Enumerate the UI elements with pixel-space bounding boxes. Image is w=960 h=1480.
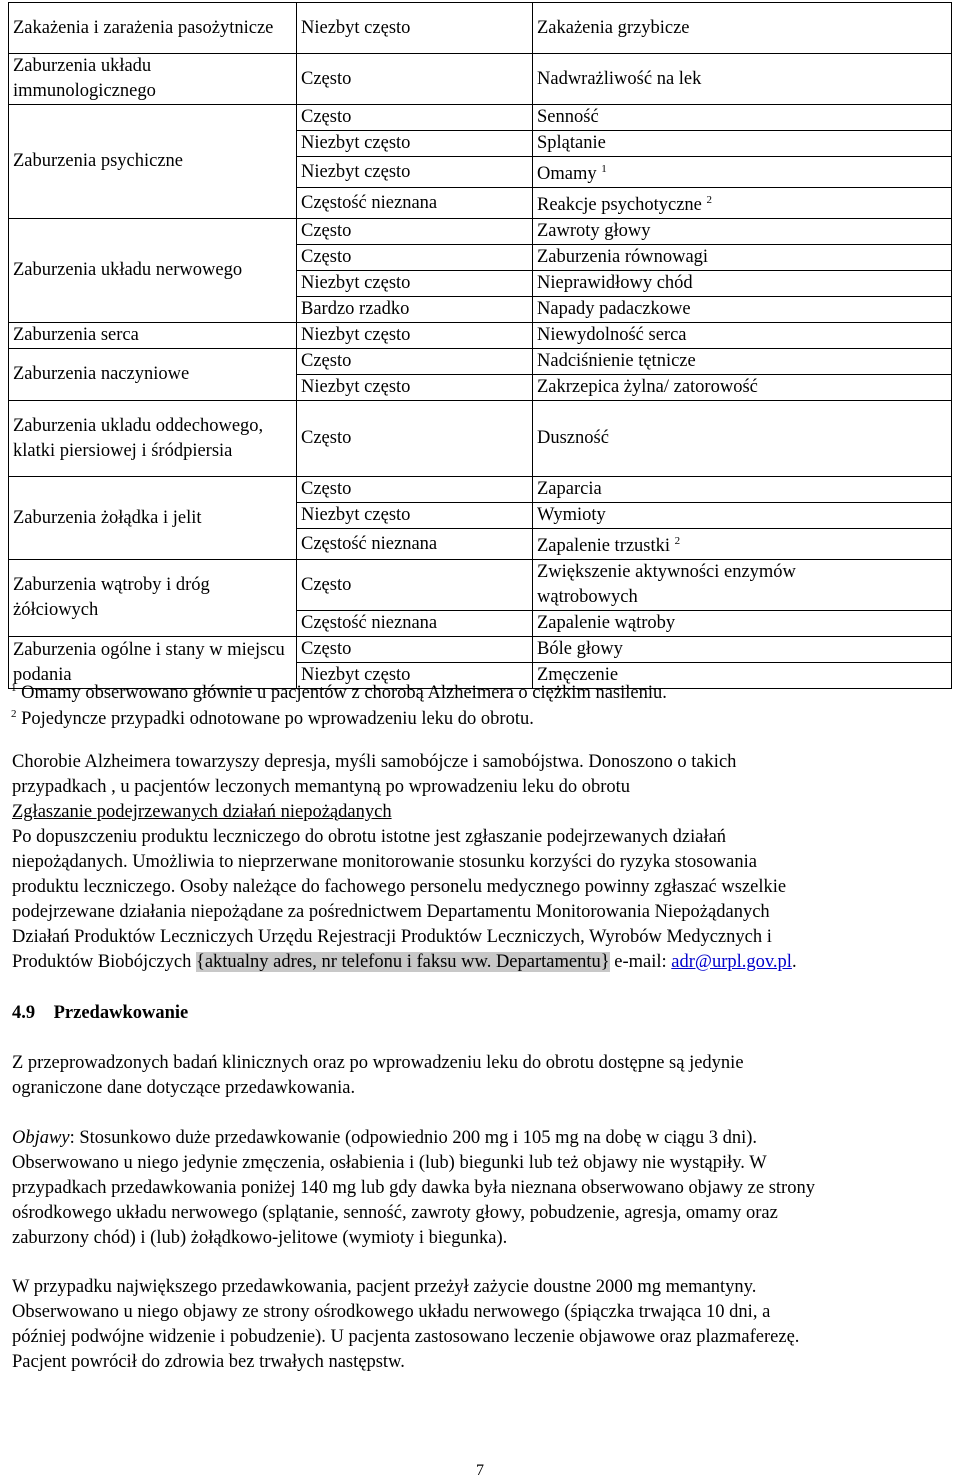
frequency: Często [297,219,533,245]
adverse-effect: Senność [533,105,952,131]
text-line: Działań Produktów Leczniczych Urzędu Rejestracji Produktów Leczniczych, Wyrobów Medycznych i [12,927,772,947]
frequency: Niezbyt często [297,157,533,188]
adverse-effect: Niewydolność serca [533,323,952,349]
section-number: 4.9 [12,1003,36,1023]
adverse-effect [533,157,952,188]
text-line [12,950,956,975]
frequency: Częstość nieznana [297,529,533,560]
text-line: Chorobie Alzheimera towarzyszy depresja, myśli samobójcze i samobójstwa. Donoszono o takich [12,752,737,772]
table-row [9,637,952,663]
text-line: produktu leczniczego. Osoby należące do fachowego personelu medycznego powinny zgłaszać wszelkie [12,877,787,897]
section-title: Przedawkowanie [53,1003,189,1023]
table-row [9,477,952,503]
frequency: Niezbyt często [297,663,533,689]
text-line: później podwójne widzenie i pobudzenie). U pacjenta zastosowano leczenie objawowe oraz plazmaferezę. [12,1327,800,1347]
adverse-effect: Wymioty [533,503,952,529]
adverse-effect: Zawroty głowy [533,219,952,245]
frequency: Często [297,560,533,611]
system-organ-class: Zaburzenia ukladu oddechowego, klatki piersiowej i śródpiersia [9,401,297,477]
adverse-effect: Splątanie [533,131,952,157]
system-organ-class: Zaburzenia naczyniowe [9,349,297,401]
text-line: przypadkach , u pacjentów leczonych memantyną po wprowadzeniu leku do obrotu [12,777,630,797]
effect-text: Zapalenie trzustki [537,536,671,557]
text-line: niepożądanych. Umożliwia to nieprzerwane monitorowanie stosunku korzyści do ryzyka stosowania [12,852,757,872]
system-organ-class: Zaburzenia żołądka i jelit [9,477,297,560]
system-organ-class: Zaburzenia psychiczne [9,105,297,219]
frequency: Niezbyt często [297,131,533,157]
system-organ-class: Zakażenia i zarażenia pasożytnicze [9,3,297,54]
symptoms-label: Objawy [12,1128,70,1148]
frequency: Często [297,245,533,271]
frequency: Częstość nieznana [297,188,533,219]
table-row [9,401,952,477]
frequency: Niezbyt często [297,323,533,349]
text-line [12,1126,956,1151]
footnote-number: 2 [11,708,17,720]
adverse-effect: Zapalenie wątroby [533,611,952,637]
footnote-text: Omamy obserwowano głównie u pacjentów z chorobą Alzheimera o ciężkim nasileniu. [21,683,667,704]
text-line: Po dopuszczeniu produktu leczniczego do obrotu istotne jest zgłaszanie podejrzewanych działań [12,827,727,847]
text-segment: . [791,952,797,972]
adverse-effect: Nieprawidłowy chód [533,271,952,297]
email-link[interactable]: adr@urpl.gov.pl [671,952,792,972]
text-segment: e-mail: [609,952,672,972]
system-organ-class: Zaburzenia układu nerwowego [9,219,297,323]
table-row [9,349,952,375]
adverse-effect: Duszność [533,401,952,477]
effect-text: Omamy [537,164,597,185]
frequency: Bardzo rzadko [297,297,533,323]
table-row [9,560,952,611]
highlighted-placeholder: {aktualny adres, nr telefonu i faksu ww. Departamentu} [195,952,610,972]
frequency: Często [297,54,533,105]
frequency: Często [297,105,533,131]
adverse-effect: Nadciśnienie tętnicze [533,349,952,375]
adverse-effect: Zmęczenie [533,663,952,689]
table-row [9,3,952,54]
text-line: W przypadku największego przedawkowania, pacjent przeżył zażycie doustne 2000 mg memantyny. [12,1277,757,1297]
text-line: zaburzony chód) i (lub) żołądkowo-jelitowe (wymioty i biegunka). [12,1228,508,1248]
text-line: ośrodkowego układu nerwowego (splątanie, senność, zawroty głowy, pobudzenie, agresja, omamy oraz [12,1203,778,1223]
frequency: Niezbyt często [297,271,533,297]
frequency: Niezbyt często [297,375,533,401]
frequency: Często [297,349,533,375]
frequency: Częstość nieznana [297,611,533,637]
system-organ-class: Zaburzenia układu immunologicznego [9,54,297,105]
footnote-marker: 1 [601,163,607,175]
system-organ-class: Zaburzenia wątroby i dróg żółciowych [9,560,297,637]
adverse-effect: Zaburzenia równowagi [533,245,952,271]
footnote-number: 1 [11,682,17,694]
text-line: Z przeprowadzonych badań klinicznych oraz po wprowadzeniu leku do obrotu dostępne są jedynie [12,1053,744,1073]
text-line: Obserwowano u niego jedynie zmęczenia, osłabienia i (lub) biegunki lub też objawy nie wystąpiły. W [12,1153,767,1173]
text-line: podejrzewane działania niepożądane za pośrednictwem Departamentu Monitorowania Niepożądanych [12,902,770,922]
page-number: 7 [476,1462,484,1479]
adverse-effect [533,529,952,560]
adverse-effect: Nadwrażliwość na lek [533,54,952,105]
adverse-effect: Zakrzepica żylna/ zatorowość [533,375,952,401]
adverse-effect: Zaparcia [533,477,952,503]
text-line: Obserwowano u niego objawy ze strony ośrodkowego układu nerwowego (śpiączka trwająca 10 dni, a [12,1302,771,1322]
frequency: Niezbyt często [297,3,533,54]
text-segment: Produktów Biobójczych [12,952,196,972]
frequency: Często [297,637,533,663]
footnote-marker: 2 [706,194,713,207]
text-line: przypadkach przedawkowania poniżej 140 mg lub gdy dawka była nieznana obserwowano objawy ze strony [12,1178,815,1198]
frequency: Często [297,401,533,477]
system-organ-class: Zaburzenia serca [9,323,297,349]
text-line: ograniczone dane dotyczące przedawkowania. [12,1078,356,1098]
table-row [9,323,952,349]
text-segment: : Stosunkowo duże przedawkowanie (odpowiednio 200 mg i 105 mg na dobę w ciągu 3 dni). [69,1128,758,1148]
footnote-2 [11,702,534,732]
adverse-effect [533,188,952,219]
text-line: Pacjent powrócił do zdrowia bez trwałych następstw. [12,1352,405,1372]
system-organ-class: Zaburzenia ogólne i stany w miejscu podania [9,637,297,689]
adverse-reactions-table [8,2,952,689]
adverse-effect: Bóle głowy [533,637,952,663]
effect-text: Reakcje psychotyczne [537,195,702,216]
adverse-effect: Napady padaczkowe [533,297,952,323]
footnote-marker: 2 [674,535,681,548]
section-heading [12,1001,188,1026]
reporting-heading [12,800,956,825]
table-row [9,105,952,131]
table-row [9,219,952,245]
adverse-effect: Zakażenia grzybicze [533,3,952,54]
reporting-heading-text: Zgłaszanie podejrzewanych działań niepożądanych [12,802,392,822]
table-row [9,54,952,105]
frequency: Często [297,477,533,503]
footnote-text: Pojedyncze przypadki odnotowane po wprowadzeniu leku do obrotu. [21,709,534,730]
frequency: Niezbyt często [297,503,533,529]
adverse-effect: Zwiększenie aktywności enzymów wątrobowych [533,560,952,611]
